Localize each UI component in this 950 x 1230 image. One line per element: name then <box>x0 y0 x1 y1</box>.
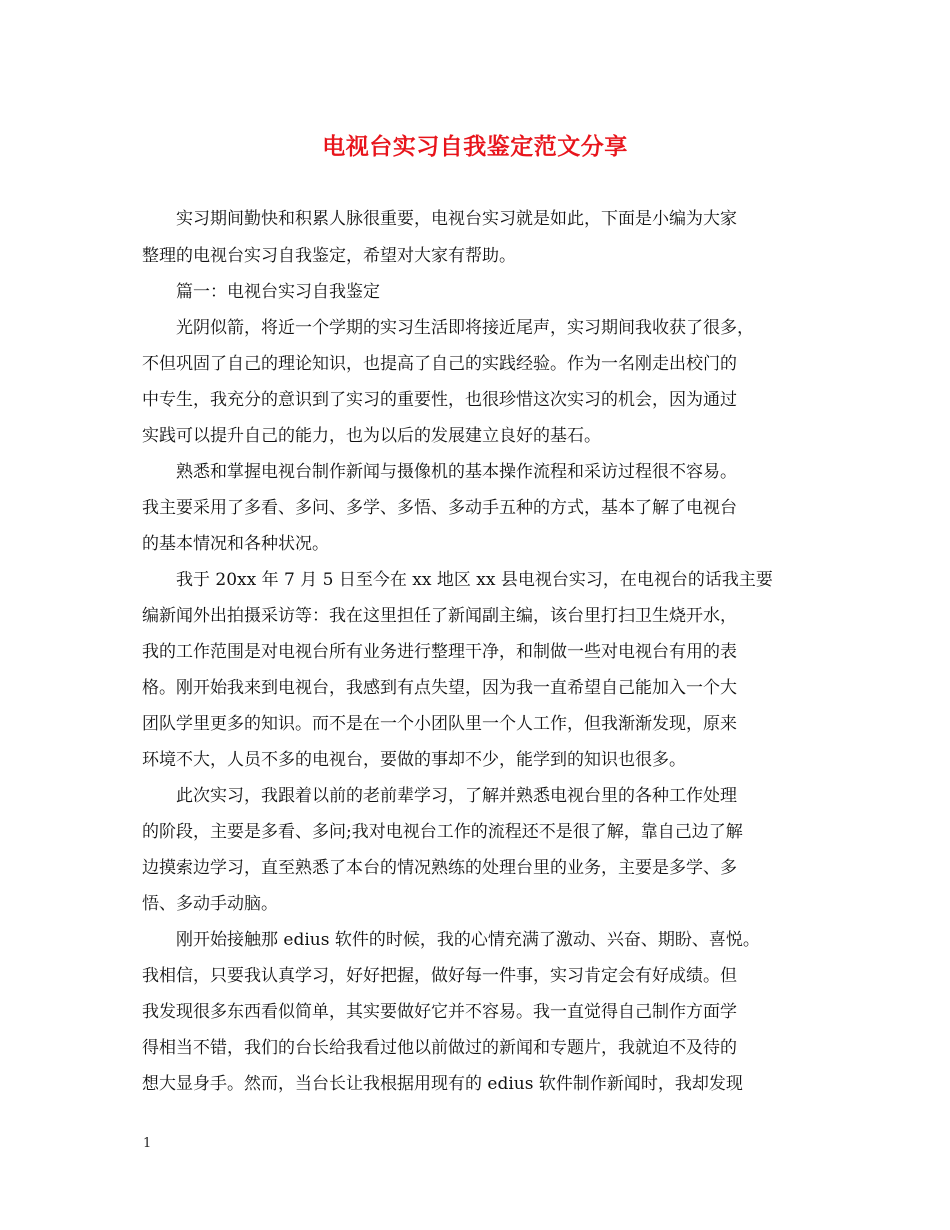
paragraph-line: 我发现很多东西看似简单，其实要做好它并不容易。我一直觉得自己制作方面学 <box>142 1002 737 1022</box>
paragraph-line: 实习期间勤快和积累人脉很重要，电视台实习就是如此，下面是小编为大家 <box>142 209 737 229</box>
paragraph-line: 的基本情况和各种状况。 <box>142 534 329 554</box>
paragraph-line: 中专生，我充分的意识到了实习的重要性，也很珍惜这次实习的机会，因为通过 <box>142 390 737 410</box>
paragraph-line: 想大显身手。然而，当台长让我根据用现有的 edius 软件制作新闻时，我却发现 <box>142 1074 743 1094</box>
paragraph-line: 团队学里更多的知识。而不是在一个小团队里一个人工作，但我渐渐发现，原来 <box>142 714 737 734</box>
paragraph-line: 此次实习，我跟着以前的老前辈学习，了解并熟悉电视台里的各种工作处理 <box>142 786 737 806</box>
document-title: 电视台实习自我鉴定范文分享 <box>322 133 628 160</box>
paragraph-line: 我于 20xx 年 7 月 5 日至今在 xx 地区 xx 县电视台实习，在电视台的话我主要 <box>142 570 773 590</box>
paragraph-line: 编新闻外出拍摄采访等：我在这里担任了新闻副主编，该台里打扫卫生烧开水， <box>142 606 737 626</box>
paragraph-line: 边摸索边学习，直至熟悉了本台的情况熟练的处理台里的业务，主要是多学、多 <box>142 858 737 878</box>
paragraph-line: 格。刚开始我来到电视台，我感到有点失望，因为我一直希望自己能加入一个大 <box>142 678 737 698</box>
paragraph-line: 刚开始接触那 edius 软件的时候，我的心情充满了激动、兴奋、期盼、喜悦。 <box>142 930 760 950</box>
paragraph-line: 我相信，只要我认真学习，好好把握，做好每一件事，实习肯定会有好成绩。但 <box>142 966 737 986</box>
paragraph-line: 我主要采用了多看、多问、多学、多悟、多动手五种的方式，基本了解了电视台 <box>142 498 737 518</box>
paragraph-line: 熟悉和掌握电视台制作新闻与摄像机的基本操作流程和采访过程很不容易。 <box>142 462 737 482</box>
paragraph-line: 我的工作范围是对电视台所有业务进行整理干净，和制做一些对电视台有用的表 <box>142 642 737 662</box>
paragraph-line: 不但巩固了自己的理论知识，也提高了自己的实践经验。作为一名刚走出校门的 <box>142 354 737 374</box>
page-number: 1 <box>143 1136 152 1151</box>
paragraph-line: 得相当不错，我们的台长给我看过他以前做过的新闻和专题片，我就迫不及待的 <box>142 1038 737 1058</box>
paragraph-line: 环境不大，人员不多的电视台，要做的事却不少，能学到的知识也很多。 <box>142 750 686 770</box>
paragraph-line: 的阶段，主要是多看、多问;我对电视台工作的流程还不是很了解，靠自己边了解 <box>142 822 743 842</box>
paragraph-line: 实践可以提升自己的能力，也为以后的发展建立良好的基石。 <box>142 426 601 446</box>
paragraph-line: 悟、多动手动脑。 <box>142 894 278 914</box>
paragraph-line: 光阴似箭，将近一个学期的实习生活即将接近尾声，实习期间我收获了很多， <box>142 318 754 338</box>
paragraph-line: 整理的电视台实习自我鉴定，希望对大家有帮助。 <box>142 246 516 266</box>
section-heading: 篇一：电视台实习自我鉴定 <box>142 282 380 302</box>
